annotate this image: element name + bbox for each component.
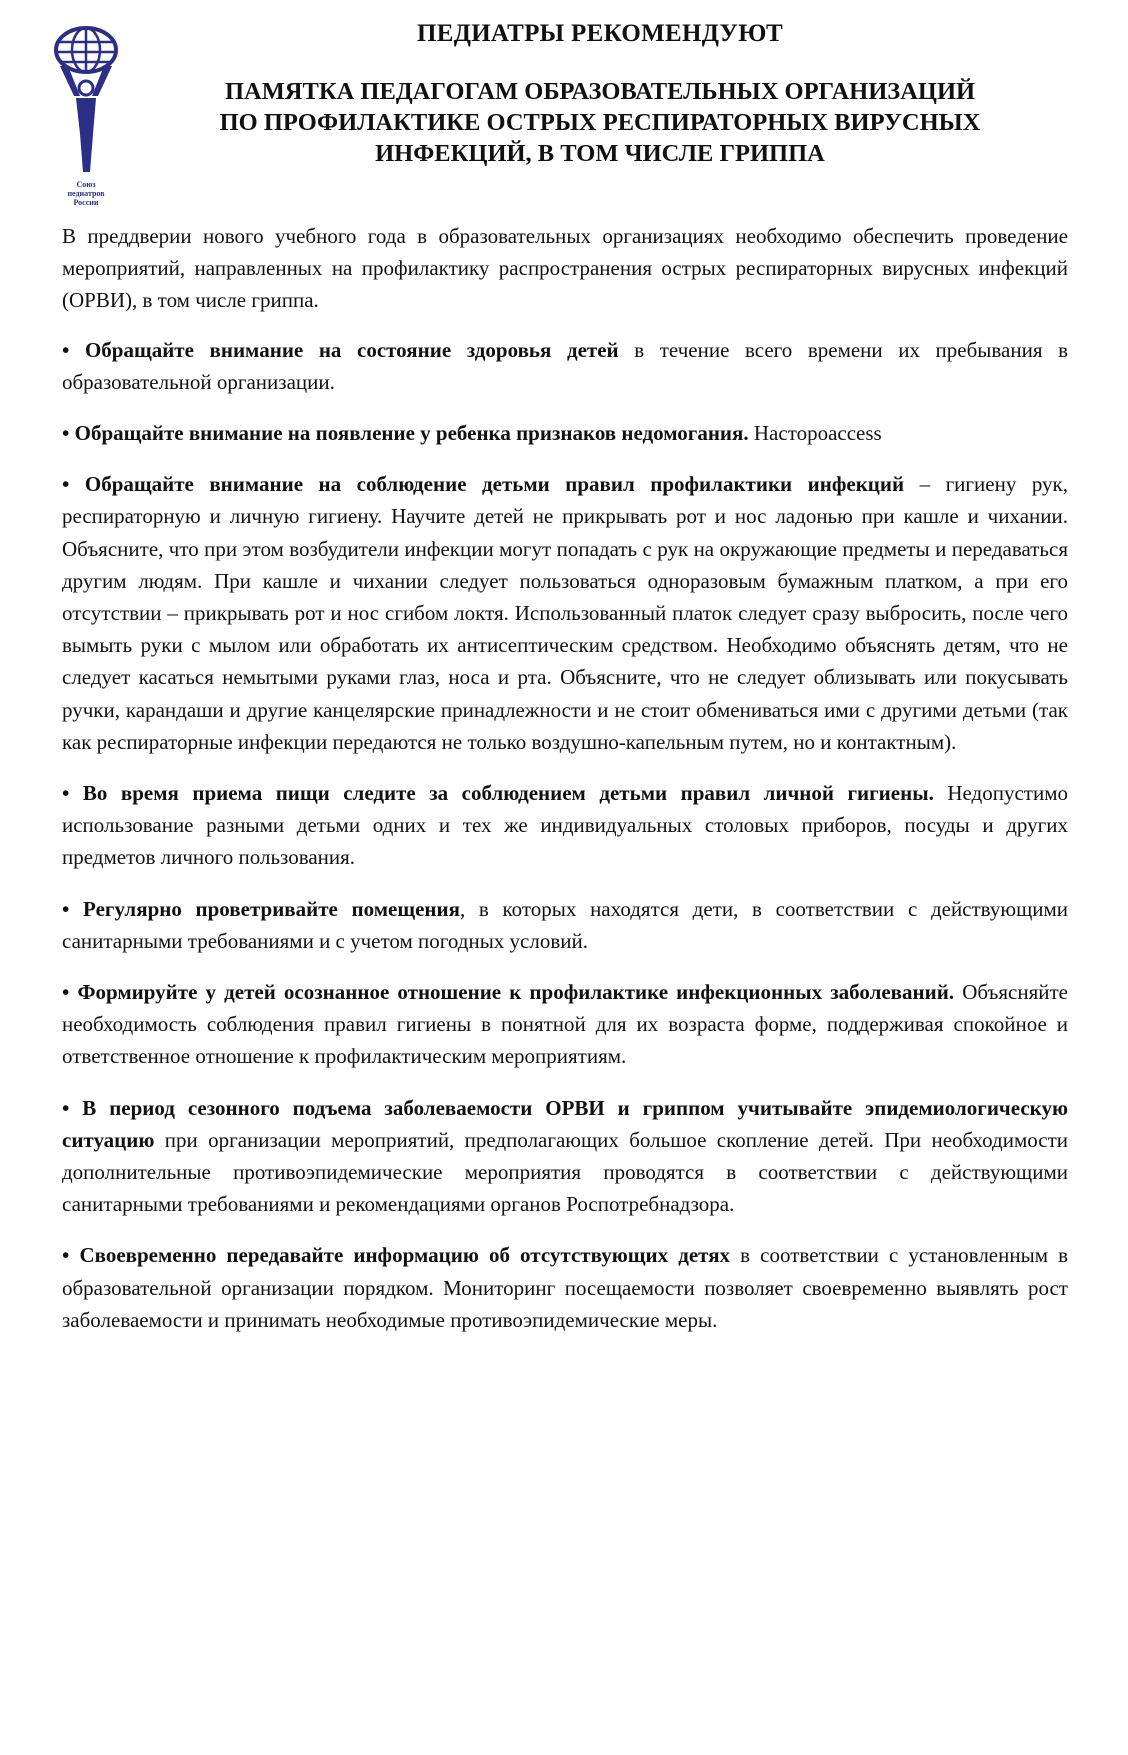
bullet-item bbox=[62, 417, 1068, 449]
title-line: ПО ПРОФИЛАКТИКЕ ОСТРЫХ РЕСПИРАТОРНЫХ ВИРУСНЫХ bbox=[219, 109, 981, 136]
page-title bbox=[160, 76, 1040, 169]
bullet-marker: • bbox=[62, 337, 70, 362]
bullet-lead: Обращайте внимание на соблюдение детьми правил профилактики инфекций bbox=[84, 472, 905, 497]
bullet-text: в соответствии с установленным в образовательной организации порядком. Мониторинг посещаемости позволяет своевременно выявлять рост заболеваемости и принимать необходимые противоэпидемические меры. bbox=[62, 1243, 1069, 1332]
bullet-marker: • bbox=[62, 980, 70, 1005]
bullet-lead: Своевременно передавайте информацию об отсутствующих детях bbox=[79, 1243, 731, 1268]
supertitle: ПЕДИАТРЫ РЕКОМЕНДУЮТ bbox=[416, 20, 784, 47]
bullet-item bbox=[62, 334, 1068, 398]
bullet-text: , в которых находятся дети, в соответствии с действующими санитарными требованиями и с учетом погодных условий. bbox=[62, 896, 1069, 953]
bullet-marker: • bbox=[62, 1095, 70, 1120]
bullet-marker: • bbox=[62, 472, 70, 497]
bullet-text: в течение всего времени их пребывания в образовательной организации. bbox=[62, 337, 1069, 394]
title-line: ПАМЯТКА ПЕДАГОГАМ ОБРАЗОВАТЕЛЬНЫХ ОРГАНИЗАЦИЙ bbox=[224, 78, 976, 105]
bullet-text: Настороaccess bbox=[748, 421, 882, 446]
bullet-text: – гигиену рук, респираторную и личную гигиену. Научите детей не прикрывать рот и нос ладонью при кашле и чихании. Объясните, что при этом возбудители инфекции могут попадать с рук на окружающие предметы и передаваться другим людям. При кашле и чихании следует пользоваться одноразовым бумажным платком, а при его отсутствии – прикрывать рот и нос сгибом локтя. Использованный платок следует сразу выбросить, после чего вымыть руки с мылом или обработать их антисептическим средством. Необходимо объяснять детям, что не следует касаться немытыми руками глаз, носа и рта. Объясните, что не следует облизывать или покусывать ручки, карандаши и другие канцелярские принадлежности и не стоит обмениваться ими с другими детьми (так как респираторные инфекции передаются не только воздушно-капельным путем, но и контактным). bbox=[62, 472, 1068, 754]
bullet-lead: Во время приема пищи следите за соблюдением детьми правил личной гигиены. bbox=[82, 781, 934, 806]
bullet-item bbox=[62, 468, 1068, 758]
title-line: ИНФЕКЦИЙ, В ТОМ ЧИСЛЕ ГРИППА bbox=[375, 140, 825, 167]
bullet-text: при организации мероприятий, предполагающих большое скопление детей. При необходимости дополнительные противоэпидемические мероприятия проводятся в соответствии с действующими санитарными требованиями и рекомендациями органов Роспотребнадзора. bbox=[62, 1127, 1068, 1217]
memo-body bbox=[62, 220, 1068, 1355]
intro-paragraph: В преддверии нового учебного года в образовательных организациях необходимо обеспечить проведение мероприятий, направленных на профилактику распространения острых респираторных вирусных инфекций (ОРВИ), в том числе гриппа. bbox=[62, 224, 1068, 313]
bullet-item bbox=[62, 893, 1068, 957]
bullet-marker: • bbox=[62, 421, 70, 446]
bullet-lead: Обращайте внимание на появление у ребенка признаков недомогания. bbox=[74, 421, 749, 446]
bullet-marker: • bbox=[62, 1243, 70, 1268]
bullet-marker: • bbox=[62, 781, 70, 806]
globe-figure-icon bbox=[46, 22, 126, 182]
bullet-item bbox=[62, 976, 1068, 1073]
union-of-pediatricians-logo bbox=[46, 22, 126, 217]
bullet-lead: В период сезонного подъема заболеваемости ОРВИ и гриппом учитывайте эпидемиологическую ситуацию bbox=[62, 1095, 1069, 1152]
bullet-lead: Формируйте у детей осознанное отношение к профилактике инфекционных заболеваний. bbox=[77, 980, 955, 1005]
logo-caption-line: России bbox=[73, 198, 99, 207]
bullet-item bbox=[62, 777, 1068, 874]
logo-caption-line: педиатров bbox=[67, 189, 105, 198]
logo-caption bbox=[46, 180, 126, 207]
bullet-item bbox=[62, 1239, 1068, 1336]
bullet-lead: Обращайте внимание на состояние здоровья детей bbox=[84, 337, 619, 362]
bullet-item bbox=[62, 1092, 1068, 1221]
bullet-text: Недопустимо использование разными детьми одних и тех же индивидуальных столовых приборов, посуды и других предметов личного пользования. bbox=[62, 781, 1068, 870]
bullet-marker: • bbox=[62, 896, 70, 921]
bullet-text: Объясняйте необходимость соблюдения правил гигиены в понятной для их возраста форме, поддерживая спокойное и ответственное отношение к профилактическим мероприятиям. bbox=[62, 980, 1068, 1069]
bullet-lead: Регулярно проветривайте помещения bbox=[83, 896, 460, 921]
logo-caption-line: Союз bbox=[76, 180, 96, 189]
